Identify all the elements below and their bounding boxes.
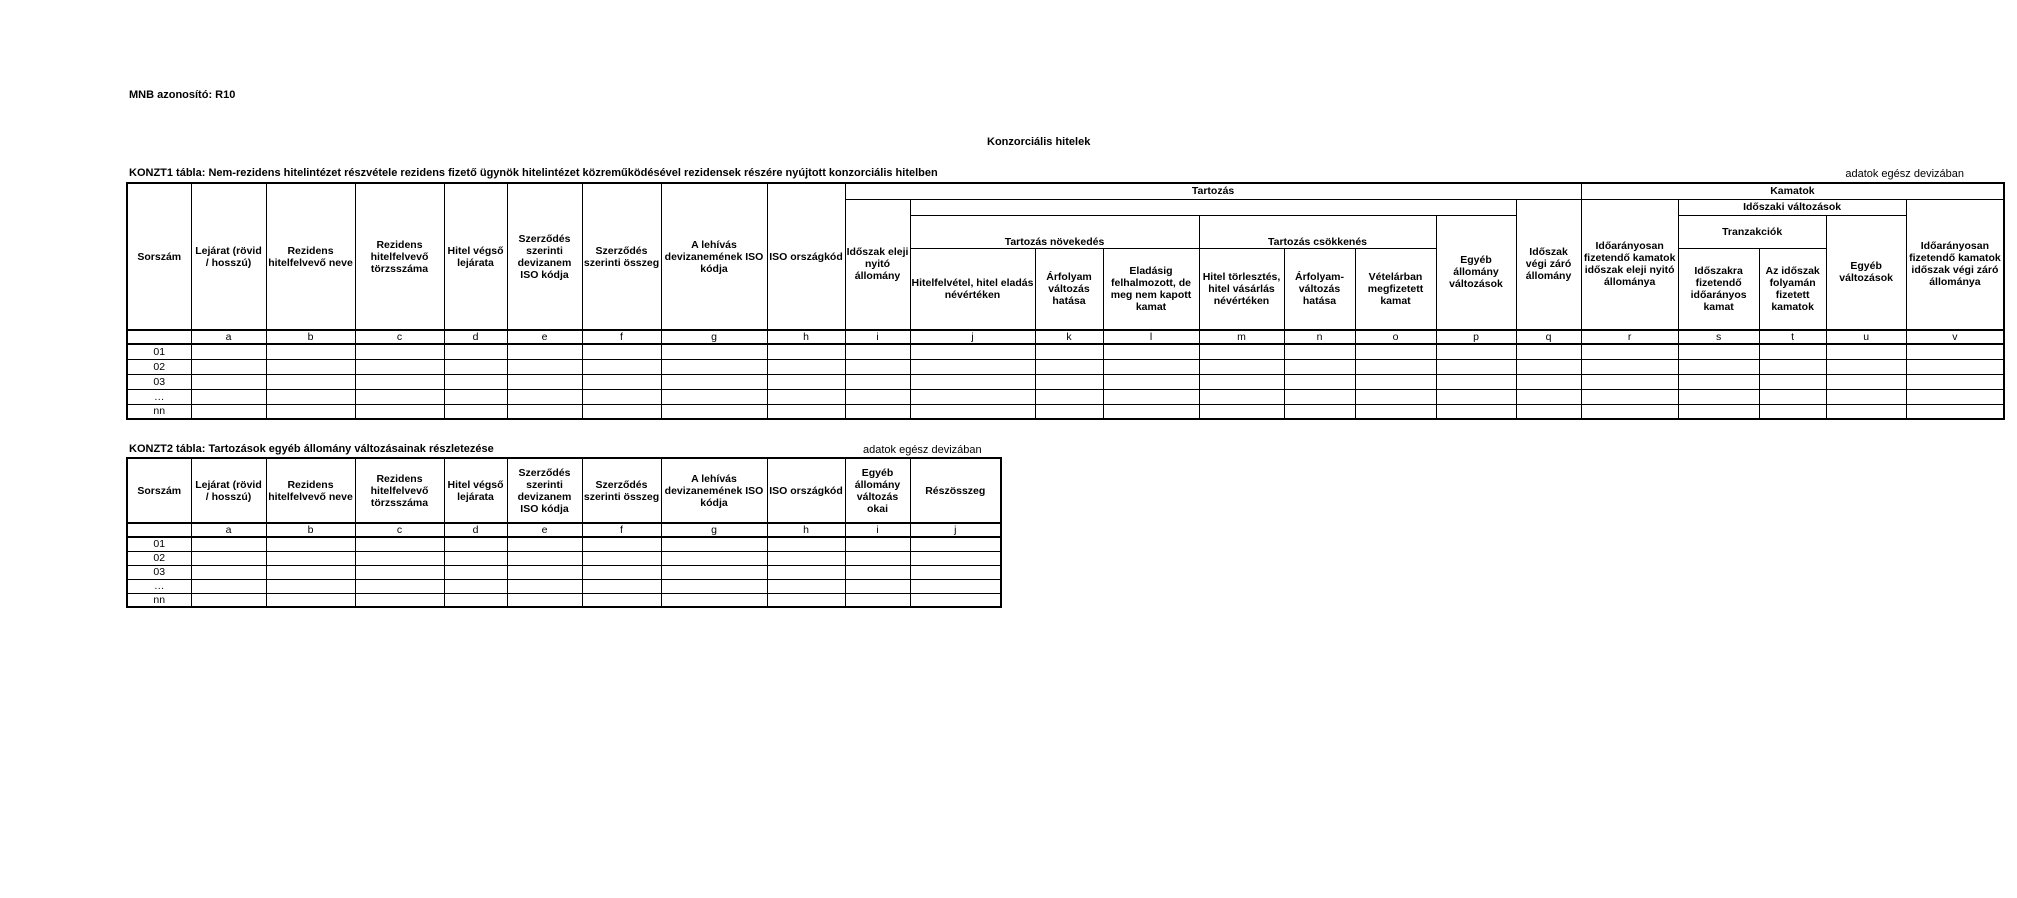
data-cell[interactable]	[1284, 344, 1355, 359]
data-cell[interactable]	[1826, 374, 1906, 389]
data-cell[interactable]	[1678, 389, 1759, 404]
data-cell[interactable]	[444, 404, 507, 419]
data-cell[interactable]	[1759, 389, 1826, 404]
data-cell[interactable]	[355, 389, 444, 404]
col-e: Szerződés szerinti devizanem ISO kódja	[507, 183, 582, 330]
data-cell[interactable]	[266, 389, 355, 404]
data-cell[interactable]	[767, 344, 845, 359]
data-cell[interactable]	[355, 565, 444, 579]
data-cell[interactable]	[1581, 344, 1678, 359]
data-cell[interactable]	[1284, 359, 1355, 374]
data-cell[interactable]	[444, 551, 507, 565]
col-v: Időarányosan fizetendő kamatok időszak végi záró állománya	[1906, 199, 2004, 330]
data-cell[interactable]	[191, 389, 266, 404]
data-cell[interactable]	[1436, 359, 1516, 374]
col-b: Rezidens hitelfelvevő neve	[266, 183, 355, 330]
col-f: Szerződés szerinti összeg	[582, 183, 661, 330]
data-cell[interactable]	[845, 565, 910, 579]
data-cell[interactable]	[1759, 404, 1826, 419]
col-e: Szerződés szerinti devizanem ISO kódja	[507, 458, 582, 523]
letter-cell: a	[191, 523, 266, 537]
col-i: Időszak eleji nyitó állomány	[845, 199, 910, 330]
data-cell[interactable]	[1103, 404, 1199, 419]
data-cell[interactable]	[1035, 389, 1103, 404]
col-c: Rezidens hitelfelvevő törzsszáma	[355, 183, 444, 330]
data-cell[interactable]	[1355, 404, 1436, 419]
col-sorszam: Sorszám	[127, 183, 191, 330]
data-cell[interactable]	[444, 389, 507, 404]
col-u: Egyéb változások	[1826, 215, 1906, 330]
data-cell[interactable]	[767, 565, 845, 579]
data-cell[interactable]	[355, 374, 444, 389]
data-cell[interactable]	[582, 593, 661, 607]
data-cell[interactable]	[661, 344, 767, 359]
letter-cell: i	[845, 523, 910, 537]
data-cell[interactable]	[767, 579, 845, 593]
data-cell[interactable]	[767, 537, 845, 551]
col-d: Hitel végső lejárata	[444, 183, 507, 330]
col-j: Hitelfelvétel, hitel eladás névértéken	[910, 248, 1035, 330]
data-cell[interactable]	[355, 579, 444, 593]
data-cell[interactable]	[1284, 404, 1355, 419]
col-q: Időszak végi záró állomány	[1516, 199, 1581, 330]
row-number: …	[127, 579, 191, 593]
col-p: Egyéb állomány változások	[1436, 215, 1516, 330]
data-cell[interactable]	[845, 374, 910, 389]
data-cell[interactable]	[191, 359, 266, 374]
letter-cell: p	[1436, 330, 1516, 344]
data-cell[interactable]	[444, 374, 507, 389]
col-i: Egyéb állomány változás okai	[845, 458, 910, 523]
data-cell[interactable]	[266, 537, 355, 551]
data-cell[interactable]	[582, 359, 661, 374]
data-cell[interactable]	[582, 565, 661, 579]
group-tartozas: Tartozás	[845, 183, 1581, 199]
data-cell[interactable]	[661, 404, 767, 419]
data-cell[interactable]	[767, 359, 845, 374]
data-cell[interactable]	[355, 537, 444, 551]
data-cell[interactable]	[661, 579, 767, 593]
data-cell[interactable]	[910, 565, 1001, 579]
data-cell[interactable]	[582, 404, 661, 419]
table-row	[127, 389, 2004, 404]
data-cell[interactable]	[507, 593, 582, 607]
letter-cell: u	[1826, 330, 1906, 344]
letter-cell: g	[661, 330, 767, 344]
group-novekedes: Tartozás növekedés	[910, 215, 1199, 248]
data-cell[interactable]	[507, 389, 582, 404]
col-n: Árfolyam-változás hatása	[1284, 248, 1355, 330]
col-k: Árfolyam változás hatása	[1035, 248, 1103, 330]
data-cell[interactable]	[191, 579, 266, 593]
data-cell[interactable]	[1906, 389, 2004, 404]
data-cell[interactable]	[582, 344, 661, 359]
letter-cell: g	[661, 523, 767, 537]
data-cell[interactable]	[767, 551, 845, 565]
data-cell[interactable]	[1035, 404, 1103, 419]
data-cell[interactable]	[1355, 374, 1436, 389]
data-cell[interactable]	[1678, 359, 1759, 374]
data-cell[interactable]	[845, 593, 910, 607]
col-j: Részösszeg	[910, 458, 1001, 523]
data-cell[interactable]	[661, 551, 767, 565]
data-cell[interactable]	[1035, 374, 1103, 389]
data-cell[interactable]	[582, 537, 661, 551]
data-cell[interactable]	[1906, 404, 2004, 419]
data-cell[interactable]	[845, 537, 910, 551]
data-cell[interactable]	[910, 551, 1001, 565]
group-blank	[910, 199, 1516, 215]
row-number: nn	[127, 593, 191, 607]
row-number: nn	[127, 404, 191, 419]
data-cell[interactable]	[355, 344, 444, 359]
col-f: Szerződés szerinti összeg	[582, 458, 661, 523]
konzt1-unit-note: adatok egész devizában	[1845, 168, 1964, 180]
data-cell[interactable]	[845, 344, 910, 359]
data-cell[interactable]	[582, 551, 661, 565]
table-row	[127, 374, 2004, 389]
col-l: Eladásig felhalmozott, de meg nem kapott kamat	[1103, 248, 1199, 330]
data-cell[interactable]	[191, 404, 266, 419]
data-cell[interactable]	[910, 374, 1035, 389]
data-cell[interactable]	[191, 374, 266, 389]
data-cell[interactable]	[767, 389, 845, 404]
data-cell[interactable]	[1355, 359, 1436, 374]
data-cell[interactable]	[444, 359, 507, 374]
data-cell[interactable]	[191, 593, 266, 607]
data-cell[interactable]	[191, 565, 266, 579]
data-cell[interactable]	[444, 593, 507, 607]
konzt1-caption: KONZT1 tábla: Nem-rezidens hitelintézet részvétele rezidens fizető ügynök hitelintézet közreműködésével rezidensek részére nyújtott konzorciális hitelben	[129, 167, 938, 179]
data-cell[interactable]	[1678, 374, 1759, 389]
data-cell[interactable]	[507, 579, 582, 593]
data-cell[interactable]	[661, 593, 767, 607]
group-kamatok: Kamatok	[1581, 183, 2004, 199]
data-cell[interactable]	[444, 537, 507, 551]
data-cell[interactable]	[661, 389, 767, 404]
letter-cell: a	[191, 330, 266, 344]
data-cell[interactable]	[1436, 344, 1516, 359]
data-cell[interactable]	[1759, 374, 1826, 389]
letter-cell: v	[1906, 330, 2004, 344]
letter-cell-blank	[127, 330, 191, 344]
data-cell[interactable]	[910, 389, 1035, 404]
data-cell[interactable]	[910, 579, 1001, 593]
data-cell[interactable]	[1199, 344, 1284, 359]
data-cell[interactable]	[1906, 374, 2004, 389]
data-cell[interactable]	[1199, 404, 1284, 419]
data-cell[interactable]	[1678, 344, 1759, 359]
col-h: ISO országkód	[767, 183, 845, 330]
group-csokkenes: Tartozás csökkenés	[1199, 215, 1436, 248]
data-cell[interactable]	[1355, 389, 1436, 404]
konzt2-table	[126, 457, 1002, 608]
data-cell[interactable]	[845, 359, 910, 374]
data-cell[interactable]	[266, 344, 355, 359]
page-title: Konzorciális hitelek	[987, 136, 1091, 148]
data-cell[interactable]	[507, 551, 582, 565]
data-cell[interactable]	[582, 579, 661, 593]
col-b: Rezidens hitelfelvevő neve	[266, 458, 355, 523]
data-cell[interactable]	[1103, 374, 1199, 389]
col-a: Lejárat (rövid / hosszú)	[191, 458, 266, 523]
letter-cell: j	[910, 523, 1001, 537]
letter-cell: b	[266, 523, 355, 537]
data-cell[interactable]	[1035, 344, 1103, 359]
data-cell[interactable]	[1035, 359, 1103, 374]
data-cell[interactable]	[191, 537, 266, 551]
letter-cell: c	[355, 523, 444, 537]
letter-cell: f	[582, 523, 661, 537]
data-cell[interactable]	[1103, 389, 1199, 404]
data-cell[interactable]	[507, 344, 582, 359]
table-row	[127, 551, 1001, 565]
data-cell[interactable]	[910, 359, 1035, 374]
data-cell[interactable]	[845, 579, 910, 593]
row-number: 03	[127, 374, 191, 389]
col-a: Lejárat (rövid / hosszú)	[191, 183, 266, 330]
group-tranzakciok: Tranzakciók	[1678, 215, 1826, 248]
data-cell[interactable]	[845, 404, 910, 419]
col-sorszam: Sorszám	[127, 458, 191, 523]
data-cell[interactable]	[444, 579, 507, 593]
letter-row	[127, 523, 1001, 537]
data-cell[interactable]	[1906, 344, 2004, 359]
data-cell[interactable]	[1199, 359, 1284, 374]
data-cell[interactable]	[507, 404, 582, 419]
data-cell[interactable]	[1759, 344, 1826, 359]
col-r: Időarányosan fizetendő kamatok időszak eleji nyitó állománya	[1581, 199, 1678, 330]
konzt2-unit-note: adatok egész devizában	[863, 444, 982, 456]
letter-row	[127, 330, 2004, 344]
letter-cell: t	[1759, 330, 1826, 344]
data-cell[interactable]	[1826, 389, 1906, 404]
data-cell[interactable]	[266, 579, 355, 593]
data-cell[interactable]	[1284, 374, 1355, 389]
col-h: ISO országkód	[767, 458, 845, 523]
letter-cell: h	[767, 523, 845, 537]
data-cell[interactable]	[910, 404, 1035, 419]
data-cell[interactable]	[266, 565, 355, 579]
letter-cell: l	[1103, 330, 1199, 344]
data-cell[interactable]	[1516, 344, 1581, 359]
data-cell[interactable]	[191, 344, 266, 359]
col-s: Időszakra fizetendő időarányos kamat	[1678, 248, 1759, 330]
letter-cell: e	[507, 523, 582, 537]
table-row	[127, 579, 1001, 593]
letter-cell: r	[1581, 330, 1678, 344]
data-cell[interactable]	[1826, 404, 1906, 419]
table-row	[127, 565, 1001, 579]
group-idoszaki: Időszaki változások	[1678, 199, 1906, 215]
data-cell[interactable]	[1581, 374, 1678, 389]
data-cell[interactable]	[355, 551, 444, 565]
col-t: Az időszak folyamán fizetett kamatok	[1759, 248, 1826, 330]
data-cell[interactable]	[1516, 359, 1581, 374]
data-cell[interactable]	[355, 359, 444, 374]
data-cell[interactable]	[1516, 404, 1581, 419]
letter-cell: e	[507, 330, 582, 344]
data-cell[interactable]	[845, 389, 910, 404]
letter-cell: d	[444, 523, 507, 537]
table-row	[127, 593, 1001, 607]
data-cell[interactable]	[1759, 359, 1826, 374]
col-g: A lehívás devizanemének ISO kódja	[661, 458, 767, 523]
data-cell[interactable]	[444, 344, 507, 359]
data-cell[interactable]	[910, 537, 1001, 551]
letter-cell-blank	[127, 523, 191, 537]
row-number: 01	[127, 344, 191, 359]
letter-cell: n	[1284, 330, 1355, 344]
data-cell[interactable]	[266, 404, 355, 419]
letter-cell: f	[582, 330, 661, 344]
data-cell[interactable]	[1581, 359, 1678, 374]
data-cell[interactable]	[582, 374, 661, 389]
data-cell[interactable]	[1581, 404, 1678, 419]
data-cell[interactable]	[661, 359, 767, 374]
row-number: 03	[127, 565, 191, 579]
data-cell[interactable]	[355, 404, 444, 419]
data-cell[interactable]	[266, 359, 355, 374]
letter-cell: b	[266, 330, 355, 344]
row-number: 02	[127, 551, 191, 565]
data-cell[interactable]	[1906, 359, 2004, 374]
table-row	[127, 344, 2004, 359]
konzt2-caption: KONZT2 tábla: Tartozások egyéb állomány változásainak részletezése	[129, 443, 494, 455]
letter-cell: h	[767, 330, 845, 344]
table-row	[127, 359, 2004, 374]
mnb-identifier: MNB azonosító: R10	[129, 89, 236, 101]
table-row	[127, 537, 1001, 551]
table-row	[127, 404, 2004, 419]
data-cell[interactable]	[1436, 404, 1516, 419]
data-cell[interactable]	[1284, 389, 1355, 404]
letter-cell: k	[1035, 330, 1103, 344]
data-cell[interactable]	[1436, 389, 1516, 404]
col-c: Rezidens hitelfelvevő törzsszáma	[355, 458, 444, 523]
col-g: A lehívás devizanemének ISO kódja	[661, 183, 767, 330]
data-cell[interactable]	[1103, 344, 1199, 359]
data-cell[interactable]	[507, 374, 582, 389]
data-cell[interactable]	[767, 593, 845, 607]
data-cell[interactable]	[910, 593, 1001, 607]
konzt1-table	[126, 182, 2005, 420]
data-cell[interactable]	[1436, 374, 1516, 389]
data-cell[interactable]	[767, 374, 845, 389]
data-cell[interactable]	[1516, 389, 1581, 404]
data-cell[interactable]	[910, 344, 1035, 359]
col-d: Hitel végső lejárata	[444, 458, 507, 523]
row-number: 02	[127, 359, 191, 374]
data-cell[interactable]	[661, 374, 767, 389]
data-cell[interactable]	[845, 551, 910, 565]
data-cell[interactable]	[1199, 389, 1284, 404]
data-cell[interactable]	[444, 565, 507, 579]
letter-cell: m	[1199, 330, 1284, 344]
letter-cell: s	[1678, 330, 1759, 344]
data-cell[interactable]	[191, 551, 266, 565]
row-number: 01	[127, 537, 191, 551]
data-cell[interactable]	[661, 565, 767, 579]
data-cell[interactable]	[355, 593, 444, 607]
data-cell[interactable]	[507, 537, 582, 551]
col-m: Hitel törlesztés, hitel vásárlás névértéken	[1199, 248, 1284, 330]
data-cell[interactable]	[1826, 344, 1906, 359]
data-cell[interactable]	[1678, 404, 1759, 419]
letter-cell: o	[1355, 330, 1436, 344]
data-cell[interactable]	[1199, 374, 1284, 389]
data-cell[interactable]	[266, 374, 355, 389]
data-cell[interactable]	[1355, 344, 1436, 359]
data-cell[interactable]	[1103, 359, 1199, 374]
letter-cell: d	[444, 330, 507, 344]
data-cell[interactable]	[1581, 389, 1678, 404]
data-cell[interactable]	[661, 537, 767, 551]
data-cell[interactable]	[507, 359, 582, 374]
row-number: …	[127, 389, 191, 404]
data-cell[interactable]	[582, 389, 661, 404]
letter-cell: q	[1516, 330, 1581, 344]
letter-cell: j	[910, 330, 1035, 344]
data-cell[interactable]	[767, 404, 845, 419]
letter-cell: i	[845, 330, 910, 344]
letter-cell: c	[355, 330, 444, 344]
data-cell[interactable]	[1516, 374, 1581, 389]
data-cell[interactable]	[266, 593, 355, 607]
col-o: Vételárban megfizetett kamat	[1355, 248, 1436, 330]
data-cell[interactable]	[266, 551, 355, 565]
data-cell[interactable]	[1826, 359, 1906, 374]
data-cell[interactable]	[507, 565, 582, 579]
